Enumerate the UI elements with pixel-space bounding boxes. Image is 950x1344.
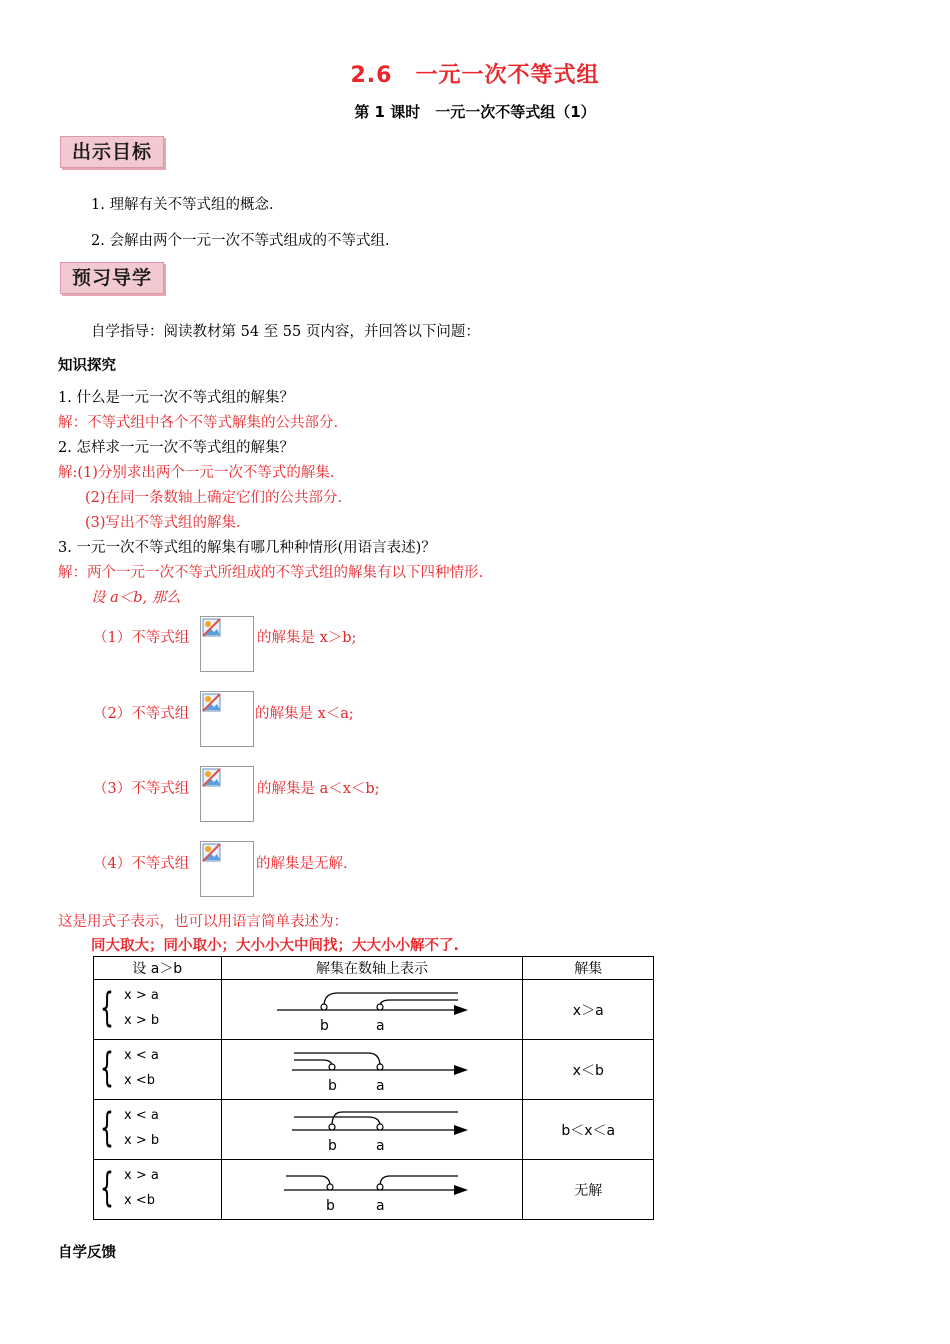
solution-cell: x＜b [523,1040,654,1100]
goal-item: 2. 会解由两个一元一次不等式组成的不等式组. [91,233,390,249]
goal-item: 1. 理解有关不等式组的概念. [91,197,274,213]
inequality-line: x > a [124,988,159,1003]
number-line-diagram [222,1040,522,1095]
number-line-diagram [222,1100,522,1155]
inequality-line: x <b [124,1193,155,1208]
table-header: 设 a＞b [94,957,222,980]
solution-cell: x＞a [523,980,654,1040]
case-prefix: （4）不等式组 [93,856,190,872]
inequality-line: x > b [124,1013,160,1028]
answer-3: 解：两个一元一次不等式所组成的不等式组的解集有以下四种情形. [58,565,484,581]
inequality-line: x > a [124,1168,159,1183]
self-study-guide: 自学指导：阅读教材第 54 至 55 页内容，并回答以下问题： [91,324,480,340]
case-prefix: （1）不等式组 [93,630,190,646]
axis-label-b: b [319,1018,329,1034]
question-2: 2. 怎样求一元一次不等式组的解集？ [58,440,294,456]
axis-label-a: a [375,1138,385,1154]
table-row [94,980,654,1040]
section-heading: 知识探究 [58,358,116,374]
axis-label-a: a [375,1198,385,1214]
inequality-line: x > b [124,1133,160,1148]
inequality-system [94,1042,221,1097]
broken-image-icon [200,616,254,672]
summary-intro: 这是用式子表示，也可以用语言简单表述为： [58,914,348,930]
page-title: 2.6 一元一次不等式组 [350,63,600,88]
case-prefix: （3）不等式组 [93,781,190,797]
number-line-diagram [222,980,522,1035]
case-result: 的解集是 x＜a; [255,706,354,722]
brace-icon: { [100,1045,114,1091]
lesson-subtitle: 第 1 课时 一元一次不等式组（1） [354,103,596,121]
inequality-system [94,1102,221,1157]
case-prefix: （2）不等式组 [93,706,190,722]
axis-label-b: b [327,1138,337,1154]
broken-image-icon [200,766,254,822]
brace-icon: { [100,1165,114,1211]
axis-label-a: a [375,1078,385,1094]
answer-2-step: 解:(1)分别求出两个一元一次不等式的解集. [58,465,335,481]
preview-badge: 预习导学 [60,262,164,294]
number-line-diagram [222,1160,522,1215]
inequality-line: x <b [124,1073,155,1088]
brace-icon: { [100,1105,114,1151]
answer-1: 解：不等式组中各个不等式解集的公共部分. [58,415,339,431]
brace-icon: { [100,985,114,1031]
solution-cell: 无解 [523,1160,654,1220]
solution-set-table [93,956,654,1220]
axis-label-a: a [375,1018,385,1034]
answer-2-step: (3)写出不等式组的解集. [85,515,241,531]
solution-cell: b＜x＜a [523,1100,654,1160]
case-result: 的解集是 x＞b; [257,630,357,646]
case-result: 的解集是 a＜x＜b; [257,781,380,797]
table-row [94,1100,654,1160]
answer-2-step: (2)在同一条数轴上确定它们的公共部分. [85,490,343,506]
inequality-line: x < a [124,1108,159,1123]
table-header: 解集 [523,957,654,980]
case-result: 的解集是无解. [256,856,348,872]
section-heading: 自学反馈 [58,1245,116,1261]
table-header: 解集在数轴上表示 [221,957,523,980]
summary-rule: 同大取大；同小取小；大小小大中间找；大大小小解不了. [91,938,460,954]
table-header-row [94,957,654,980]
assumption: 设 a＜b, 那么 [91,590,181,606]
axis-label-b: b [327,1078,337,1094]
axis-label-b: b [325,1198,335,1214]
table-row [94,1040,654,1100]
inequality-system [94,1162,221,1217]
broken-image-icon [200,691,254,747]
inequality-system [94,982,221,1037]
question-1: 1. 什么是一元一次不等式组的解集？ [58,390,294,406]
table-row [94,1160,654,1220]
goals-badge: 出示目标 [60,136,164,168]
inequality-line: x < a [124,1048,159,1063]
broken-image-icon [200,841,254,897]
question-3: 3. 一元一次不等式组的解集有哪几种种情形(用语言表述)？ [58,540,436,556]
